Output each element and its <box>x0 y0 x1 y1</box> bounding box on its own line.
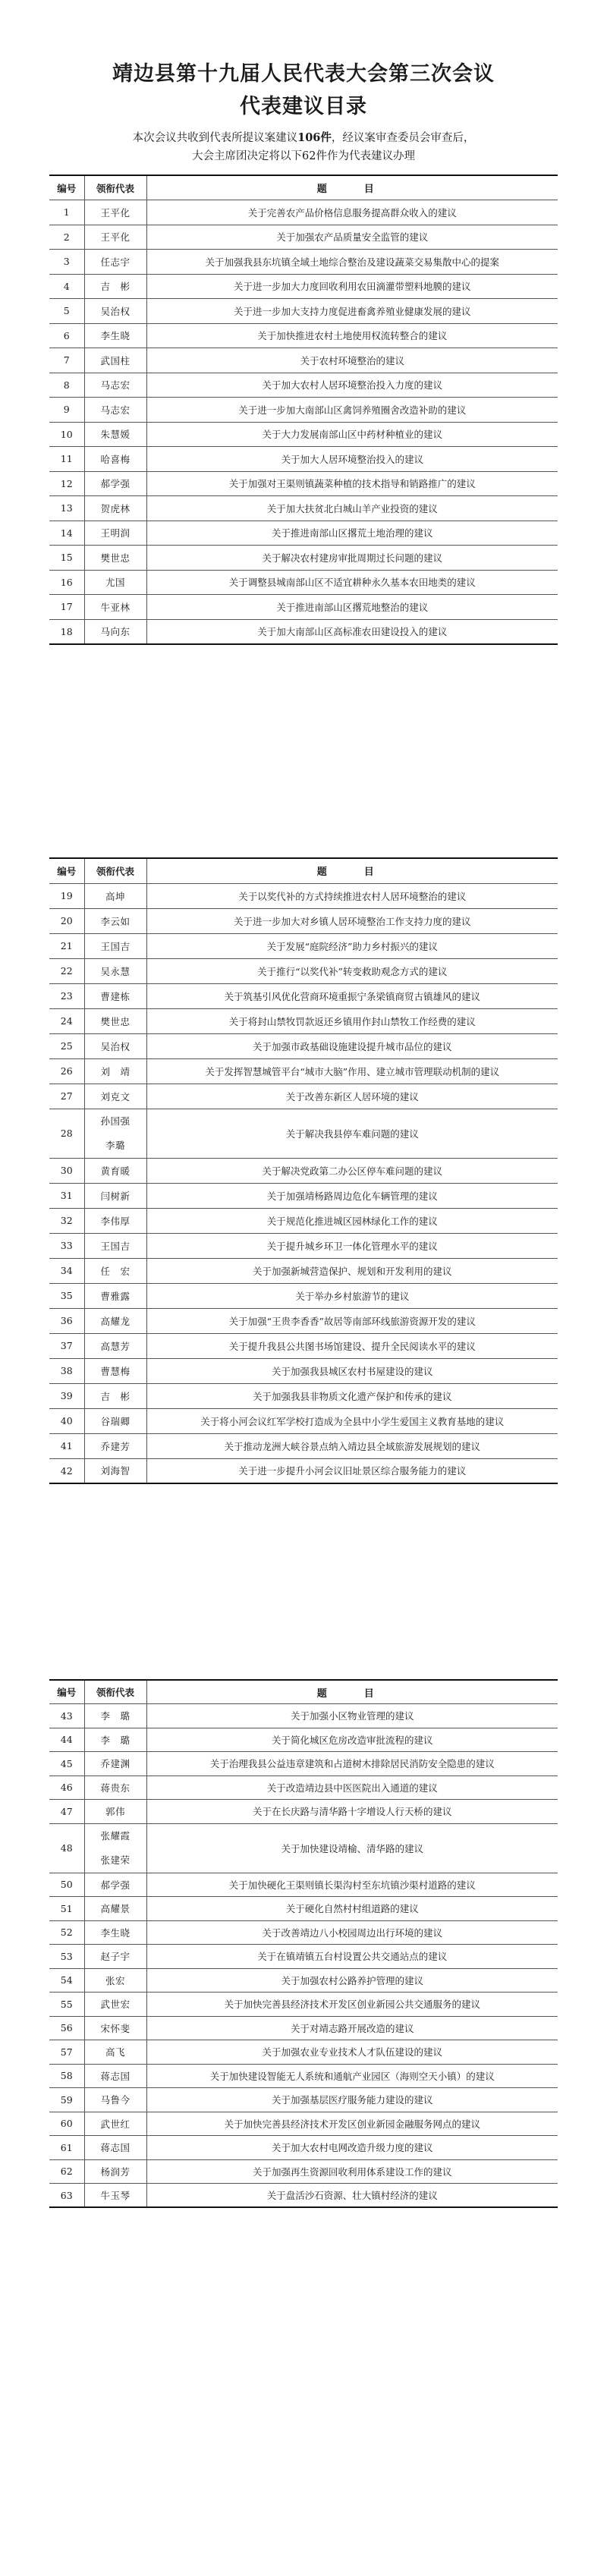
cell-num: 35 <box>49 1283 84 1308</box>
table-row <box>49 2136 558 2160</box>
cell-representative: 高坤 <box>84 883 146 908</box>
cell-representative: 黄育暖 <box>84 1158 146 1183</box>
cell-num: 46 <box>49 1776 84 1800</box>
cell-representative: 高耀景 <box>84 1897 146 1921</box>
cell-num: 45 <box>49 1752 84 1776</box>
cell-num: 59 <box>49 2088 84 2112</box>
cell-num: 13 <box>49 496 84 521</box>
cell-num: 21 <box>49 933 84 958</box>
cell-title: 关于加大农村人居环境整治投入力度的建议 <box>146 373 558 398</box>
table-row <box>49 1058 558 1084</box>
table-row <box>49 2112 558 2136</box>
cell-title: 关于加强我县非物质文化遗产保护和传承的建议 <box>146 1383 558 1408</box>
cell-num: 5 <box>49 299 84 324</box>
cell-representative: 郭伟 <box>84 1800 146 1824</box>
table-row <box>49 496 558 521</box>
table-row <box>49 1920 558 1945</box>
cell-title: 关于筑基引风优化营商环境重振宁条梁镇商贸古镇雄风的建议 <box>146 983 558 1008</box>
table-row <box>49 2040 558 2065</box>
cell-representative: 马志宏 <box>84 373 146 398</box>
cell-title: 关于加强对王渠则镇蔬菜种植的技术指导和销路推广的建议 <box>146 471 558 496</box>
cell-representative: 马向东 <box>84 619 146 644</box>
cell-title: 关于解决我县停车难问题的建议 <box>146 1109 558 1158</box>
cell-num: 27 <box>49 1084 84 1109</box>
table-row <box>49 595 558 620</box>
cell-num: 24 <box>49 1008 84 1033</box>
cell-num: 30 <box>49 1158 84 1183</box>
cell-title: 关于加快完善县经济技术开发区创业新园公共交通服务的建议 <box>146 1993 558 2017</box>
cell-representative: 吴永慧 <box>84 958 146 983</box>
cell-title: 关于完善农产品价格信息服务提高群众收入的建议 <box>146 200 558 225</box>
cell-title: 关于进一步加大对乡镇人居环境整治工作支持力度的建议 <box>146 908 558 933</box>
cell-title: 关于加大南部山区高标准农田建设投入的建议 <box>146 619 558 644</box>
cell-representative: 李云如 <box>84 908 146 933</box>
cell-representative: 李 璐 <box>84 1704 146 1728</box>
table-row <box>49 1800 558 1824</box>
cell-title: 关于简化城区危房改造审批流程的建议 <box>146 1728 558 1752</box>
table-row <box>49 1897 558 1921</box>
cell-title: 关于将封山禁牧罚款返还乡镇用作封山禁牧工作经费的建议 <box>146 1008 558 1033</box>
table-row <box>49 619 558 644</box>
cell-representative: 乔建芳 <box>84 1433 146 1458</box>
cell-representative: 赵子宇 <box>84 1945 146 1969</box>
cell-representative: 李伟厚 <box>84 1208 146 1233</box>
cell-num: 43 <box>49 1704 84 1728</box>
cell-title: 关于加强小区物业管理的建议 <box>146 1704 558 1728</box>
cell-representative: 吉 彬 <box>84 1383 146 1408</box>
cell-representative: 谷瑞卿 <box>84 1408 146 1433</box>
cell-representative <box>84 1823 146 1873</box>
cell-num: 28 <box>49 1109 84 1158</box>
table-row <box>49 1084 558 1109</box>
cell-representative: 刘克文 <box>84 1084 146 1109</box>
cell-num: 38 <box>49 1358 84 1383</box>
cell-title: 关于改善东新区人居环境的建议 <box>146 1084 558 1109</box>
cell-representative: 任 宏 <box>84 1258 146 1283</box>
cell-title: 关于进一步加大支持力度促进畜禽养殖业健康发展的建议 <box>146 299 558 324</box>
cell-title: 关于进一步加大力度回收利用农田滴灌带塑料地膜的建议 <box>146 274 558 299</box>
table-row <box>49 1945 558 1969</box>
suggestion-table-part-1 <box>49 175 558 645</box>
table-row <box>49 447 558 472</box>
cell-num: 40 <box>49 1408 84 1433</box>
cell-representative: 牛玉琴 <box>84 2184 146 2208</box>
cell-num: 36 <box>49 1308 84 1333</box>
cell-title: 关于加快完善县经济技术开发区创业新园金融服务网点的建议 <box>146 2112 558 2136</box>
cell-num: 44 <box>49 1728 84 1752</box>
table-row <box>49 299 558 324</box>
cell-title: 关于加强农业专业技术人才队伍建设的建议 <box>146 2040 558 2065</box>
cell-title: 关于在镇靖镇五台村设置公共交通站点的建议 <box>146 1945 558 1969</box>
cell-representative: 高飞 <box>84 2040 146 2065</box>
cell-representative: 张宏 <box>84 1968 146 1993</box>
cell-representative: 马志宏 <box>84 398 146 423</box>
table-row <box>49 1728 558 1752</box>
table-row <box>49 2064 558 2088</box>
representative-name: 张耀霞 <box>100 1829 131 1842</box>
cell-num: 42 <box>49 1458 84 1483</box>
cell-representative: 任志宇 <box>84 250 146 275</box>
cell-title: 关于加大人居环境整治投入的建议 <box>146 447 558 472</box>
intro-count: 106件 <box>297 131 332 144</box>
cell-representative: 哈喜梅 <box>84 447 146 472</box>
header-num: 编号 <box>49 175 84 200</box>
cell-title: 关于改造靖边县中医医院出入通道的建议 <box>146 1776 558 1800</box>
cell-representative: 王国吉 <box>84 1233 146 1258</box>
cell-num: 39 <box>49 1383 84 1408</box>
cell-representative: 王平化 <box>84 225 146 250</box>
cell-title: 关于加大扶贫北白城山羊产业投资的建议 <box>146 496 558 521</box>
cell-num: 23 <box>49 983 84 1008</box>
cell-title: 关于对靖志路开展改造的建议 <box>146 2016 558 2040</box>
intro-line-1 <box>0 128 607 148</box>
table-row <box>49 1308 558 1333</box>
document-title: 靖边县第十九届人民代表大会第三次会议 <box>112 62 495 86</box>
representative-name: 张建荣 <box>100 1854 131 1866</box>
cell-title: 关于举办乡村旅游节的建议 <box>146 1283 558 1308</box>
cell-title: 关于规范化推进城区园林绿化工作的建议 <box>146 1208 558 1233</box>
table-row <box>49 2184 558 2208</box>
table-row <box>49 1433 558 1458</box>
header-num: 编号 <box>49 1680 84 1704</box>
suggestion-table-part-3 <box>49 1679 558 2208</box>
table-row <box>49 1333 558 1358</box>
cell-num: 7 <box>49 348 84 373</box>
cell-representative: 郝学强 <box>84 1873 146 1897</box>
cell-num: 14 <box>49 521 84 546</box>
cell-title: 关于改善靖边八小校园周边出行环境的建议 <box>146 1920 558 1945</box>
table-row <box>49 1823 558 1873</box>
cell-representative: 蒋志国 <box>84 2136 146 2160</box>
cell-representative: 曹建栋 <box>84 983 146 1008</box>
cell-num: 25 <box>49 1033 84 1058</box>
table-row <box>49 958 558 983</box>
cell-title: 关于发挥智慧城管平台“城市大脑”作用、建立城市管理联动机制的建议 <box>146 1058 558 1084</box>
intro-line-2: 大会主席团决定将以下62件作为代表建议办理 <box>192 150 415 162</box>
cell-num: 33 <box>49 1233 84 1258</box>
cell-title: 关于加强基层医疗服务能力建设的建议 <box>146 2088 558 2112</box>
cell-title: 关于加快建设智能无人系统和通航产业园区（海则空天小镇）的建议 <box>146 2064 558 2088</box>
cell-num: 51 <box>49 1897 84 1921</box>
cell-num: 32 <box>49 1208 84 1233</box>
cell-num: 26 <box>49 1058 84 1084</box>
table-row <box>49 274 558 299</box>
cell-num: 34 <box>49 1258 84 1283</box>
table-row <box>49 250 558 275</box>
header-title: 题 目 <box>146 1680 558 1704</box>
table-row <box>49 1408 558 1433</box>
cell-title: 关于加强农村公路养护管理的建议 <box>146 1968 558 1993</box>
cell-title: 关于提升城乡环卫一体化管理水平的建议 <box>146 1233 558 1258</box>
table-row <box>49 398 558 423</box>
cell-num: 57 <box>49 2040 84 2065</box>
cell-representative: 宋怀斐 <box>84 2016 146 2040</box>
table-row <box>49 1283 558 1308</box>
cell-num: 15 <box>49 546 84 571</box>
cell-title: 关于加强我县东坑镇全域土地综合整治及建设蔬菜交易集散中心的提案 <box>146 250 558 275</box>
cell-title: 关于加大农村电网改造升级力度的建议 <box>146 2136 558 2160</box>
table-row <box>49 422 558 447</box>
table-row <box>49 546 558 571</box>
cell-num: 60 <box>49 2112 84 2136</box>
table-row <box>49 225 558 250</box>
table-row <box>49 1109 558 1158</box>
cell-num: 10 <box>49 422 84 447</box>
table-row <box>49 373 558 398</box>
cell-representative: 武世红 <box>84 2112 146 2136</box>
table-row <box>49 348 558 373</box>
header-name: 领衔代表 <box>84 175 146 200</box>
table-row <box>49 1968 558 1993</box>
cell-title: 关于加强靖杨路周边危化车辆管理的建议 <box>146 1183 558 1208</box>
table-row <box>49 933 558 958</box>
cell-num: 47 <box>49 1800 84 1824</box>
cell-title: 关于农村环境整治的建议 <box>146 348 558 373</box>
cell-representative: 武世宏 <box>84 1993 146 2017</box>
cell-representative: 李 璐 <box>84 1728 146 1752</box>
representative-name: 李璐 <box>105 1139 125 1151</box>
cell-representative: 高慧芳 <box>84 1333 146 1358</box>
cell-title: 关于加强“王贵李香香”故居等南部环线旅游资源开发的建议 <box>146 1308 558 1333</box>
cell-num: 55 <box>49 1993 84 2017</box>
header-name: 领衔代表 <box>84 858 146 883</box>
table-row <box>49 1208 558 1233</box>
table-row <box>49 1752 558 1776</box>
intro-line-1-post: ，经议案审查委员会审查后， <box>331 132 475 144</box>
cell-representative: 李生晓 <box>84 1920 146 1945</box>
cell-title: 关于推进南部山区撂荒土地治理的建议 <box>146 521 558 546</box>
cell-title: 关于解决党政第二办公区停车难问题的建议 <box>146 1158 558 1183</box>
table-row <box>49 1704 558 1728</box>
cell-num: 31 <box>49 1183 84 1208</box>
table-row <box>49 1776 558 1800</box>
cell-num: 53 <box>49 1945 84 1969</box>
table-row <box>49 983 558 1008</box>
cell-title: 关于推行“以奖代补”转变救助观念方式的建议 <box>146 958 558 983</box>
cell-num: 16 <box>49 570 84 595</box>
cell-representative <box>84 1109 146 1158</box>
table-row <box>49 2159 558 2184</box>
document-subtitle: 代表建议目录 <box>240 95 367 118</box>
cell-title: 关于进一步加大南部山区禽饲养殖圈舍改造补助的建议 <box>146 398 558 423</box>
cell-num: 22 <box>49 958 84 983</box>
cell-num: 61 <box>49 2136 84 2160</box>
cell-title: 关于加强农产品质量安全监管的建议 <box>146 225 558 250</box>
table-row <box>49 521 558 546</box>
table-row <box>49 1033 558 1058</box>
cell-num: 2 <box>49 225 84 250</box>
cell-title: 关于大力发展南部山区中药材种植业的建议 <box>146 422 558 447</box>
header-num: 编号 <box>49 858 84 883</box>
cell-title: 关于提升我县公共图书场馆建设、提升全民阅读水平的建议 <box>146 1333 558 1358</box>
cell-title: 关于加强再生资源回收利用体系建设工作的建议 <box>146 2159 558 2184</box>
header-title: 题 目 <box>146 858 558 883</box>
cell-representative: 刘 靖 <box>84 1058 146 1084</box>
intro-line-1-pre: 本次会议共收到代表所提议案建议 <box>132 132 298 144</box>
cell-num: 54 <box>49 1968 84 1993</box>
cell-num: 63 <box>49 2184 84 2208</box>
representative-name: 孙国强 <box>100 1115 131 1127</box>
cell-representative: 吴治权 <box>84 1033 146 1058</box>
cell-title: 关于调整县城南部山区不适宜耕种永久基本农田地类的建议 <box>146 570 558 595</box>
cell-title: 关于治理我县公益违章建筑和占道树木排除居民消防安全隐患的建议 <box>146 1752 558 1776</box>
cell-representative: 刘海智 <box>84 1458 146 1483</box>
cell-representative: 王平化 <box>84 200 146 225</box>
cell-representative: 杨润芳 <box>84 2159 146 2184</box>
header-title: 题 目 <box>146 175 558 200</box>
cell-representative: 樊世忠 <box>84 546 146 571</box>
cell-representative: 吉 彬 <box>84 274 146 299</box>
cell-representative: 李生晓 <box>84 323 146 348</box>
cell-representative: 牛亚林 <box>84 595 146 620</box>
cell-num: 19 <box>49 883 84 908</box>
cell-title: 关于加强市政基础设施建设提升城市品位的建议 <box>146 1033 558 1058</box>
table-row <box>49 1358 558 1383</box>
table-row <box>49 200 558 225</box>
cell-representative: 曹雅露 <box>84 1283 146 1308</box>
cell-num: 18 <box>49 619 84 644</box>
cell-num: 4 <box>49 274 84 299</box>
table-row <box>49 1458 558 1483</box>
table-header-row <box>49 858 558 883</box>
table-row <box>49 570 558 595</box>
cell-num: 52 <box>49 1920 84 1945</box>
cell-num: 37 <box>49 1333 84 1358</box>
table-row <box>49 1158 558 1183</box>
header-name: 领衔代表 <box>84 1680 146 1704</box>
cell-title: 关于以奖代补的方式持续推进农村人居环境整治的建议 <box>146 883 558 908</box>
table-row <box>49 1008 558 1033</box>
table-row <box>49 2088 558 2112</box>
table-row <box>49 323 558 348</box>
cell-title: 关于解决农村建房审批周期过长问题的建议 <box>146 546 558 571</box>
cell-title: 关于加快推进农村土地使用权流转整合的建议 <box>146 323 558 348</box>
cell-representative: 朱慧媛 <box>84 422 146 447</box>
cell-representative: 乔建渊 <box>84 1752 146 1776</box>
cell-title: 关于加快硬化王渠则镇长渠沟村至东坑镇沙渠村道路的建议 <box>146 1873 558 1897</box>
cell-title: 关于在长庆路与清华路十字增设人行天桥的建议 <box>146 1800 558 1824</box>
cell-num: 1 <box>49 200 84 225</box>
cell-representative: 尤国 <box>84 570 146 595</box>
cell-title: 关于加强新城营造保护、规划和开发利用的建议 <box>146 1258 558 1283</box>
cell-representative: 郝学强 <box>84 471 146 496</box>
cell-representative: 蒋贵东 <box>84 1776 146 1800</box>
table-row <box>49 1258 558 1283</box>
cell-num: 50 <box>49 1873 84 1897</box>
cell-representative: 蒋志国 <box>84 2064 146 2088</box>
cell-title: 关于硬化自然村村组道路的建议 <box>146 1897 558 1921</box>
cell-num: 6 <box>49 323 84 348</box>
table-row <box>49 883 558 908</box>
suggestion-table-part-2 <box>49 857 558 1484</box>
cell-num: 8 <box>49 373 84 398</box>
cell-title: 关于发展“庭院经济”助力乡村振兴的建议 <box>146 933 558 958</box>
table-header-row <box>49 175 558 200</box>
table-row <box>49 908 558 933</box>
table-row <box>49 1873 558 1897</box>
cell-representative: 吴治权 <box>84 299 146 324</box>
cell-title: 关于推动龙洲大峡谷景点纳入靖边县全域旅游发展规划的建议 <box>146 1433 558 1458</box>
cell-representative: 王国吉 <box>84 933 146 958</box>
cell-num: 12 <box>49 471 84 496</box>
cell-representative: 樊世忠 <box>84 1008 146 1033</box>
cell-num: 56 <box>49 2016 84 2040</box>
cell-representative: 王明润 <box>84 521 146 546</box>
cell-num: 58 <box>49 2064 84 2088</box>
cell-representative: 闫树新 <box>84 1183 146 1208</box>
cell-title: 关于进一步提升小河会议旧址景区综合服务能力的建议 <box>146 1458 558 1483</box>
table-row <box>49 1383 558 1408</box>
cell-num: 17 <box>49 595 84 620</box>
table-row <box>49 1183 558 1208</box>
cell-num: 41 <box>49 1433 84 1458</box>
cell-title: 关于推进南部山区撂荒地整治的建议 <box>146 595 558 620</box>
cell-num: 9 <box>49 398 84 423</box>
table-row <box>49 1233 558 1258</box>
cell-num: 3 <box>49 250 84 275</box>
cell-representative: 马鲁今 <box>84 2088 146 2112</box>
cell-title: 关于加快建设靖榆、清华路的建议 <box>146 1823 558 1873</box>
cell-num: 62 <box>49 2159 84 2184</box>
cell-title: 关于加强我县城区农村书屋建设的建议 <box>146 1358 558 1383</box>
cell-title: 关于盘活沙石资源、壮大镇村经济的建议 <box>146 2184 558 2208</box>
table-row <box>49 1993 558 2017</box>
cell-num: 11 <box>49 447 84 472</box>
cell-representative: 贺虎林 <box>84 496 146 521</box>
cell-representative: 曹慧梅 <box>84 1358 146 1383</box>
table-header-row <box>49 1680 558 1704</box>
table-row <box>49 471 558 496</box>
cell-representative: 高耀龙 <box>84 1308 146 1333</box>
table-row <box>49 2016 558 2040</box>
cell-representative: 武国柱 <box>84 348 146 373</box>
cell-title: 关于将小河会议红军学校打造成为全县中小学生爱国主义教育基地的建议 <box>146 1408 558 1433</box>
cell-num: 20 <box>49 908 84 933</box>
cell-num: 48 <box>49 1823 84 1873</box>
